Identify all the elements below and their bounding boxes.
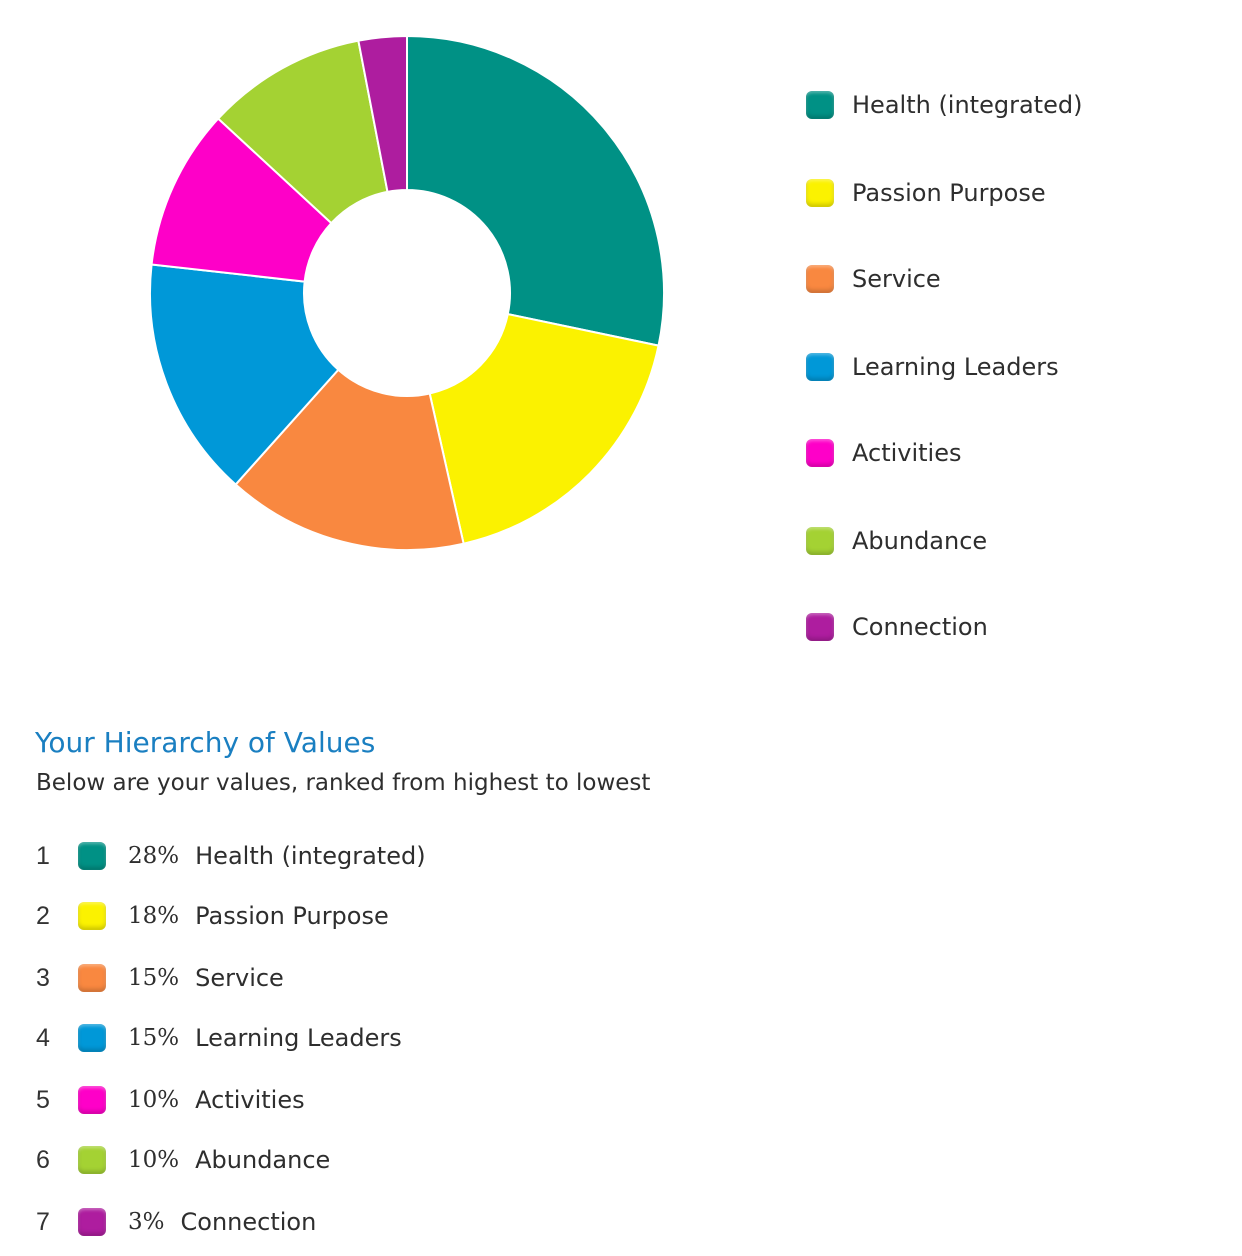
legend-swatch [806, 179, 834, 207]
legend-label: Passion Purpose [852, 179, 1046, 207]
rank-number: 1 [36, 841, 50, 870]
ranking-row [36, 1018, 402, 1058]
rank-label: Service [195, 964, 284, 992]
ranking-row [36, 836, 426, 876]
legend-item-health-integrated [806, 85, 1082, 125]
rank-swatch [78, 1024, 106, 1052]
rank-number: 6 [36, 1145, 50, 1174]
ranking-row [36, 1140, 330, 1180]
rank-swatch [78, 1086, 106, 1114]
rank-number: 2 [36, 901, 50, 930]
rank-label: Abundance [195, 1146, 331, 1174]
rank-percent: 15% [128, 965, 180, 991]
legend-label: Service [852, 265, 941, 293]
rank-percent: 10% [128, 1147, 180, 1173]
rank-swatch [78, 902, 106, 930]
donut-chart [0, 0, 760, 620]
rank-number: 4 [36, 1023, 50, 1052]
legend-label: Connection [852, 613, 988, 641]
rank-percent: 28% [128, 843, 180, 869]
legend-swatch [806, 439, 834, 467]
legend-label: Abundance [852, 527, 988, 555]
rank-swatch [78, 964, 106, 992]
ranking-row [36, 1080, 305, 1120]
legend-item-connection [806, 607, 988, 647]
legend-item-learning-leaders [806, 347, 1059, 387]
rank-percent: 18% [128, 903, 180, 929]
rank-label: Connection [180, 1208, 317, 1236]
slice-health-integrated [407, 36, 664, 346]
legend-item-activities [806, 433, 962, 473]
legend-swatch [806, 613, 834, 641]
rank-percent: 3% [128, 1209, 165, 1235]
legend-swatch [806, 91, 834, 119]
chart-legend [806, 0, 1226, 680]
legend-label: Health (integrated) [852, 91, 1083, 119]
rank-number: 5 [36, 1085, 50, 1114]
ranking-title: Your Hierarchy of Values [35, 726, 376, 759]
legend-label: Activities [852, 439, 962, 467]
legend-item-service [806, 259, 941, 299]
rank-swatch [78, 1146, 106, 1174]
rank-label: Activities [195, 1086, 305, 1114]
rank-swatch [78, 842, 106, 870]
rank-percent: 10% [128, 1087, 180, 1113]
ranking-row [36, 958, 284, 998]
rank-label: Passion Purpose [195, 902, 389, 930]
rank-label: Learning Leaders [195, 1024, 402, 1052]
rank-number: 3 [36, 963, 50, 992]
rank-swatch [78, 1208, 106, 1236]
ranking-row [36, 896, 389, 936]
legend-label: Learning Leaders [852, 353, 1059, 381]
rank-percent: 15% [128, 1025, 180, 1051]
legend-item-abundance [806, 521, 987, 561]
rank-number: 7 [36, 1207, 50, 1236]
ranking-row [36, 1202, 316, 1242]
legend-swatch [806, 527, 834, 555]
legend-swatch [806, 265, 834, 293]
ranking-subtitle: Below are your values, ranked from highest to lowest [36, 770, 651, 796]
rank-label: Health (integrated) [195, 842, 426, 870]
legend-swatch [806, 353, 834, 381]
legend-item-passion-purpose [806, 173, 1046, 213]
slice-passion-purpose [430, 314, 659, 544]
